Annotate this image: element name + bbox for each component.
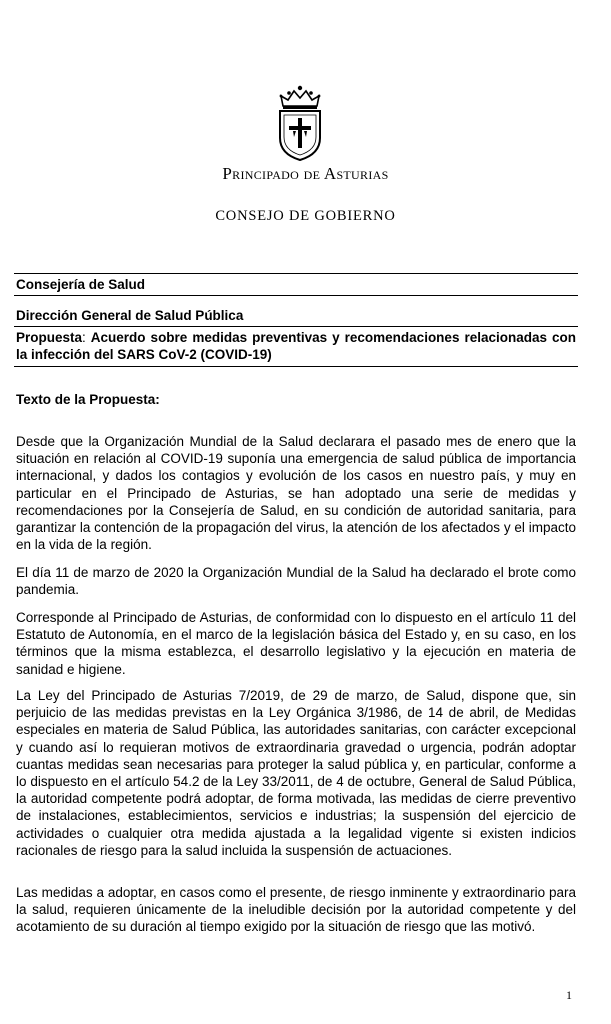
directorate-label: Dirección General de Salud Pública: [16, 308, 244, 323]
divider: [14, 326, 578, 327]
department-label: Consejería de Salud: [16, 277, 146, 292]
paragraph: Corresponde al Principado de Asturias, de conformidad con lo dispuesto en el artículo 11 del Estatuto de Autonomía, en el marco de la legislación básica del Estado y, en su caso, en los términos que la misma establezca, el desarrollo legislativo y la ejecución en materia de sanidad e higiene.: [16, 610, 576, 677]
paragraph: Las medidas a adoptar, en casos como el presente, de riesgo inminente y extraordinario para la salud, requieren únicamente de la ineludible decisión por la autoridad competente y del acotamiento de su duración al tiempo exigido por la situación de riesgo que las motivó.: [16, 885, 576, 935]
proposal-label: Propuesta: [16, 330, 83, 345]
page-number: 1: [566, 988, 572, 1002]
paragraph: Desde que la Organización Mundial de la Salud declarara el pasado mes de enero que la situación en relación al COVID-19 suponía una emergencia de salud pública de importancia internacional, y dados los contagios y evolución de los casos en nuestro país, y muy en particular en el Principado de Asturias, se han adoptado una serie de medidas y recomendaciones por la Consejería de Salud, en su condición de autoridad sanitaria, para garantizar la contención de la propagación del virus, la atención de los afectados y el impacto en la vida de la región.: [16, 434, 576, 553]
organization-name: Principado de Asturias: [222, 164, 389, 183]
paragraph: La Ley del Principado de Asturias 7/2019, de 29 de marzo, de Salud, dispone que, sin perjuicio de las medidas previstas en la Ley Orgánica 3/1986, de 14 de abril, de Medidas especiales en materia de Salud Pública, las autoridades sanitarias, con carácter excepcional y cuando así lo requieran motivos de extraordinaria gravedad o urgencia, podrán adoptar cuantas medidas sean necesarias para proteger la salud pública y, en particular, conforme a lo dispuesto en el artículo 54.2 de la Ley 33/2011, de 4 de octubre, General de Salud Pública, la autoridad competente podrá adoptar, de forma motivada, las medidas de cierre preventivo de instalaciones, establecimientos, servicios e industrias; la suspensión del ejercicio de actividades o cualquier otra medida ajustada a la legalidad vigente si existen indicios racionales de riesgo para la salud incluida la suspensión de actuaciones.: [16, 688, 576, 858]
divider: [14, 273, 578, 274]
divider: [14, 295, 578, 296]
section-title: Texto de la Propuesta:: [16, 392, 160, 407]
divider: [14, 366, 578, 367]
proposal-title: Acuerdo sobre medidas preventivas y recomendaciones relacionadas con la infección del SARS CoV-2 (COVID-19): [16, 330, 576, 362]
paragraph: El día 11 de marzo de 2020 la Organización Mundial de la Salud ha declarado el brote como pandemia.: [16, 565, 576, 598]
council-heading: CONSEJO DE GOBIERNO: [215, 208, 396, 224]
asturias-coat-of-arms-icon: [270, 82, 330, 162]
proposal-line: Propuesta: Acuerdo sobre medidas preventivas y recomendaciones relacionadas con la infección del SARS CoV-2 (COVID-19): [16, 330, 576, 362]
